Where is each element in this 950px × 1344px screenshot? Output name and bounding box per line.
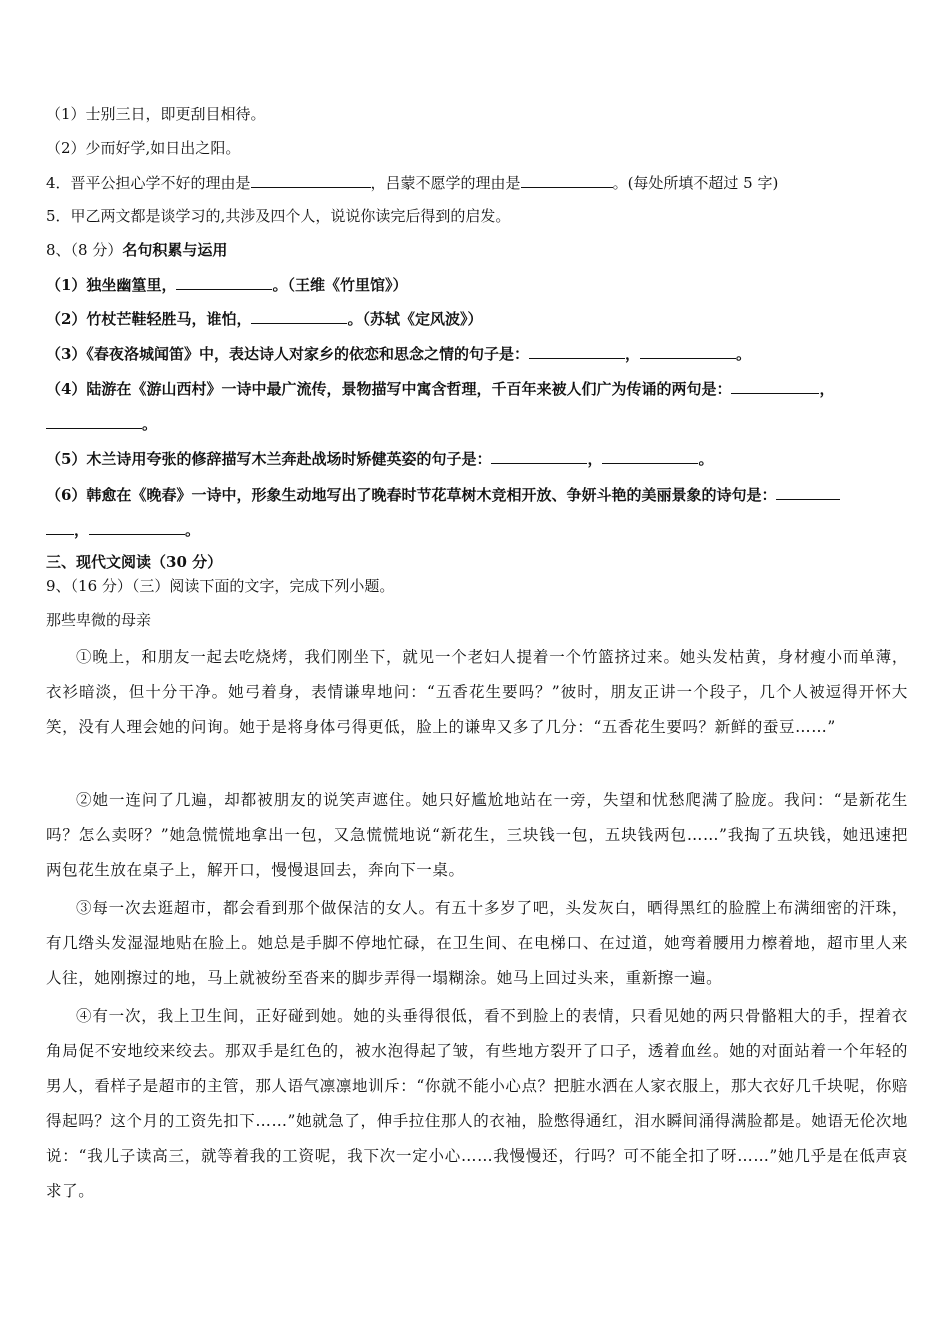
period: 。 — [698, 450, 714, 468]
question-5: 5．甲乙两文都是谈学习的,共涉及四个人，说说你读完后得到的启发。 — [46, 207, 511, 225]
sentence-1-prompt: （1）独坐幽篁里， — [46, 276, 177, 294]
comma: ， — [819, 380, 835, 398]
item-1: （1）士别三日，即更刮目相待。 — [46, 105, 266, 123]
comma: ， — [624, 345, 640, 363]
paragraph-3: ③每一次去逛超市，都会看到那个做保洁的女人。有五十多岁了吧，头发灰白，晒得黑红的脸膛上布满细密的汗珠，有几绺头发湿湿地贴在脸上。她总是手脚不停地忙碌，在卫生间、在电梯口、在过道，她弯着腰用力檫着地，超市里人来人往，她刚擦过的地，马上就被纷至沓来的脚步弄得一塌糊涂。她马上回过头来，重新擦一遍。 — [46, 899, 908, 987]
answer-blank[interactable] — [521, 172, 613, 188]
section-8-header — [46, 240, 227, 260]
question-4-suffix: 。(每处所填不超过 5 字) — [612, 174, 779, 192]
answer-blank[interactable] — [529, 343, 625, 359]
question-4 — [46, 172, 778, 193]
answer-blank[interactable] — [640, 343, 736, 359]
answer-blank[interactable] — [776, 484, 840, 500]
answer-blank[interactable] — [731, 378, 819, 394]
sentence-4-prompt: （4）陆游在《游山西村》一诗中最广流传，景物描写中寓含哲理，千百年来被人们广为传诵的两句是： — [46, 380, 732, 398]
answer-blank[interactable] — [46, 519, 74, 535]
answer-blank[interactable] — [176, 274, 272, 290]
section-8-title: 名句积累与运用 — [122, 241, 228, 259]
answer-blank[interactable] — [602, 448, 698, 464]
answer-blank[interactable] — [46, 413, 142, 429]
period: 。 — [185, 521, 201, 539]
sentence-4-continued — [46, 413, 157, 434]
sentence-6-continued — [46, 519, 200, 540]
sentence-6-prompt: （6）韩愈在《晚春》一诗中，形象生动地写出了晚春时节花草树木竞相开放、争妍斗艳的美丽景象的诗句是： — [46, 486, 777, 504]
sentence-2-source: 。（苏轼《定风波》） — [347, 310, 483, 328]
sentence-3 — [46, 343, 751, 364]
answer-blank[interactable] — [251, 308, 347, 324]
answer-blank[interactable] — [89, 519, 185, 535]
period: 。 — [142, 415, 158, 433]
answer-blank[interactable] — [251, 172, 371, 188]
sentence-6 — [46, 484, 840, 505]
paragraph-4: ④有一次，我上卫生间，正好碰到她。她的头垂得很低，看不到脸上的表情，只看见她的两只骨骼粗大的手，捏着衣角局促不安地绞来绞去。那双手是红色的，被水泡得起了皱，有些地方裂开了口子，透着血丝。她的对面站着一个年轻的男人，看样子是超市的主管，那人语气凛凛地训斥：“你就不能小心点？把脏水洒在人家衣服上，那大衣好几千块呢，你赔得起吗？这个月的工资先扣下……”她就急了，伸手拉住那人的衣袖，脸憋得通红，泪水瞬间涌得满脸都是。她语无伦次地说：“我儿子读高三，就等着我的工资呢，我下次一定小心……我慢慢还，行吗？可不能全扣了呀……”她几乎是在低声哀求了。 — [46, 1007, 908, 1200]
article-title: 那些卑微的母亲 — [46, 611, 152, 629]
sentence-4 — [46, 378, 834, 399]
question-4-middle: ，吕蒙不愿学的理由是 — [370, 174, 521, 192]
question-9: 9、（16 分）（三）阅读下面的文字，完成下列小题。 — [46, 577, 395, 595]
comma: ， — [587, 450, 603, 468]
section-8-score: 8、（8 分） — [46, 241, 123, 259]
comma: ， — [74, 521, 90, 539]
paragraph-1: ①晚上，和朋友一起去吃烧烤，我们刚坐下，就见一个老妇人提着一个竹篮挤过来。她头发枯黄，身材瘦小而单薄，衣衫暗淡，但十分干净。她弓着身，表情谦卑地问：“五香花生要吗？”彼时，朋友正讲一个段子，几个人被逗得开怀大笑，没有人理会她的问询。她于是将身体弓得更低，脸上的谦卑又多了几分：“五香花生要吗？新鲜的蚕豆……” — [46, 648, 908, 736]
section-3-title: 三、现代文阅读（30 分） — [46, 553, 223, 571]
answer-blank[interactable] — [491, 448, 587, 464]
paragraph-2: ②她一连问了几遍，却都被朋友的说笑声遮住。她只好尴尬地站在一旁，失望和忧愁爬满了脸庞。我问：“是新花生吗？怎么卖呀？”她急慌慌地拿出一包，又急慌慌地说“新花生，三块钱一包，五块钱两包……”我掏了五块钱，她迅速把两包花生放在桌子上，解开口，慢慢退回去，奔向下一桌。 — [46, 791, 908, 879]
sentence-2 — [46, 308, 482, 329]
sentence-5 — [46, 448, 713, 469]
sentence-1 — [46, 274, 407, 295]
sentence-1-source: 。（王维《竹里馆》） — [272, 276, 408, 294]
sentence-5-prompt: （5）木兰诗用夸张的修辞描写木兰奔赴战场时矫健英姿的句子是： — [46, 450, 492, 468]
question-4-prefix: 4．晋平公担心学不好的理由是 — [46, 174, 251, 192]
item-2: （2）少而好学,如日出之阳。 — [46, 139, 241, 157]
sentence-2-prompt: （2）竹杖芒鞋轻胜马，谁怕， — [46, 310, 252, 328]
period: 。 — [735, 345, 751, 363]
sentence-3-prompt: （3）《春夜洛城闻笛》中，表达诗人对家乡的依恋和思念之情的句子是： — [46, 345, 529, 363]
